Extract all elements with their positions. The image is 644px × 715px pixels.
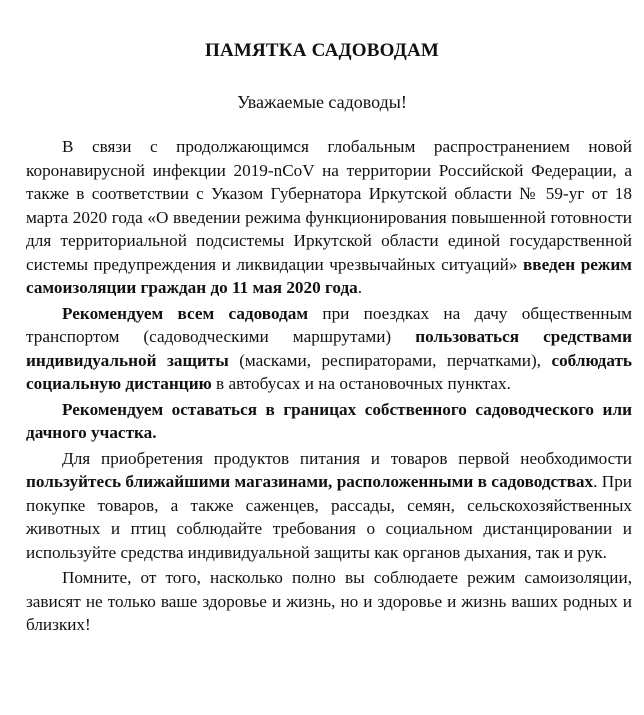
greeting: Уважаемые садоводы!	[237, 92, 407, 112]
paragraph-run: (масками, респираторами, перчатками),	[228, 350, 552, 370]
paragraph-run: В связи с продолжающимся глобальным распространением новой коронавирусной инфекции 2019-nCoV на территории Российской Федерации, а также в соответствии с Указом Губернатора Иркутской области № 59-уг от 18 марта 2020 года «О введении режима функционирования повышенной готовности для территориальной подсистемы Иркутской области единой государственной системы предупреждения и ликвидации чрезвычайных ситуаций»	[26, 137, 632, 274]
paragraph-2	[26, 302, 632, 396]
document-title: ПАМЯТКА САДОВОДАМ	[204, 40, 440, 61]
paragraph-1	[26, 135, 632, 300]
paragraph-run-bold: Рекомендуем всем садоводам	[62, 303, 309, 323]
paragraph-run-bold: соблюдать социальную дистанцию	[26, 350, 632, 393]
paragraph-run-bold: пользуйтесь ближайшими магазинами, расположенными в садоводствах	[26, 472, 594, 491]
paragraph-run-bold: пользоваться средствами индивидуальной защиты	[26, 327, 632, 370]
paragraph-run-bold: Рекомендуем оставаться в границах собственного садоводческого или дачного участка.	[26, 399, 632, 442]
paragraph-run: Для приобретения продуктов питания и товаров первой необходимости	[62, 448, 632, 468]
paragraph-run: в автобусах и на остановочных пунктах.	[211, 374, 511, 393]
paragraph-5	[26, 566, 632, 637]
paragraph-run: при поездках на дачу общественным транспортом (садоводческими маршрутами)	[26, 303, 632, 346]
paragraph-run: . При покупке товаров, а также саженцев, рассады, семян, сельскохозяйственных животных и птиц соблюдайте требования о социальном дистанцировании и используйте средства индивидуальной защиты как органов дыхания, так и рук.	[26, 472, 632, 562]
paragraph-run-bold: введен режим самоизоляции граждан до 11 мая 2020 года	[26, 254, 633, 297]
paragraph-3	[26, 398, 632, 445]
paragraph-4	[26, 447, 632, 565]
paragraph-run: .	[357, 278, 363, 297]
paragraph-run: Помните, от того, насколько полно вы соблюдаете режим самоизоляции, зависят не только ваше здоровье и жизнь, но и здоровье и жизнь ваших родных и близких!	[26, 568, 632, 634]
document-body	[26, 135, 632, 637]
